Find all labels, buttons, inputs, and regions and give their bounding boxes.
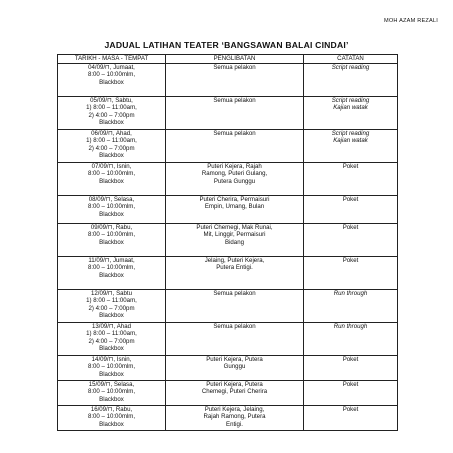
cell-involvement <box>166 257 304 290</box>
cell-notes-line: Poket <box>342 196 359 203</box>
cell-notes <box>304 406 398 431</box>
cell-involvement <box>166 323 304 356</box>
table-row <box>58 323 398 356</box>
cell-date-time-place-line: 06/09/⊓, Ahad, <box>91 130 132 137</box>
cell-notes <box>304 290 398 323</box>
cell-notes <box>304 224 398 257</box>
cell-involvement-line: Semua pelakon <box>213 130 256 137</box>
cell-notes-line: Poket <box>342 356 359 363</box>
cell-involvement-line: Mit, Linggir, Permaisuri <box>203 231 266 239</box>
author-name: MOH AZAM REZALI <box>384 18 438 24</box>
schedule-table <box>57 54 398 431</box>
table-row <box>58 97 398 130</box>
cell-date-time-place-line: 8:00 – 10:00mlm, <box>87 264 136 272</box>
cell-involvement <box>166 290 304 323</box>
table-header-row <box>58 55 398 64</box>
cell-involvement <box>166 381 304 406</box>
table-row <box>58 290 398 323</box>
cell-date-time-place-line: Blackbox <box>99 344 124 352</box>
cell-date-time-place-line: 2) 4:00 – 7:00pm <box>88 337 135 345</box>
cell-date-time-place <box>58 163 166 196</box>
table-row <box>58 224 398 257</box>
cell-notes <box>304 196 398 224</box>
cell-involvement-line: Bidang <box>225 238 244 246</box>
cell-date-time-place-line: 8:00 – 10:00mlm, <box>87 71 136 79</box>
cell-involvement-line: Chemegi, Puteri Cherira <box>201 388 268 396</box>
cell-date-time-place <box>58 290 166 323</box>
cell-involvement-line: Puteri Cherira, Permaisuri <box>199 196 270 203</box>
cell-notes-line: Poket <box>342 224 359 231</box>
cell-date-time-place-line: 8:00 – 10:00mlm, <box>87 231 136 239</box>
cell-date-time-place <box>58 381 166 406</box>
cell-date-time-place-line: Blackbox <box>99 118 124 126</box>
cell-notes-line: Script reading <box>331 97 370 104</box>
header-date-time-place: TARIKH - MASA - TEMPAT <box>58 55 166 64</box>
cell-notes <box>304 257 398 290</box>
cell-notes <box>304 64 398 97</box>
table-row <box>58 196 398 224</box>
cell-notes <box>304 356 398 381</box>
cell-notes-line: Poket <box>342 381 359 388</box>
table-row <box>58 406 398 431</box>
cell-date-time-place-line: 07/09/⊓, Isnin, <box>91 163 132 170</box>
cell-date-time-place <box>58 406 166 431</box>
cell-notes-line: Poket <box>342 163 359 170</box>
cell-date-time-place-line: 1) 8:00 – 11:00am, <box>86 297 137 305</box>
cell-involvement-line: Semua pelakon <box>213 323 256 330</box>
cell-date-time-place-line: Blackbox <box>99 78 124 86</box>
table-row <box>58 381 398 406</box>
header-notes: CATATAN <box>304 55 398 64</box>
cell-notes <box>304 130 398 163</box>
cell-notes-line: Kajian watak <box>333 104 368 112</box>
cell-date-time-place-line: 05/09/⊓, Sabtu, <box>90 97 133 104</box>
cell-date-time-place-line: 11/09/⊓, Jumaat, <box>88 257 135 264</box>
cell-involvement <box>166 163 304 196</box>
cell-date-time-place-line: 15/09/⊓, Selasa, <box>88 381 135 388</box>
cell-date-time-place-line: 8:00 – 10:00mlm, <box>87 170 136 178</box>
cell-date-time-place <box>58 196 166 224</box>
cell-date-time-place-line: Blackbox <box>99 420 124 428</box>
cell-involvement <box>166 406 304 431</box>
cell-notes <box>304 323 398 356</box>
cell-involvement-line: Semua pelakon <box>213 290 256 297</box>
cell-involvement-line: Puteri Kejera, Putera <box>206 356 263 363</box>
cell-notes-line: Poket <box>342 406 359 413</box>
cell-date-time-place <box>58 257 166 290</box>
cell-date-time-place-line: 2) 4:00 – 7:00pm <box>88 304 135 312</box>
cell-involvement-line: Rajah Ramong, Putera <box>203 413 266 421</box>
cell-date-time-place-line: Blackbox <box>99 311 124 319</box>
cell-date-time-place-line: 08/09/⊓, Selasa, <box>88 196 135 203</box>
cell-date-time-place-line: 1) 8:00 – 11:00am, <box>86 104 137 112</box>
cell-involvement-line: Gunggu <box>223 363 246 371</box>
cell-involvement <box>166 64 304 97</box>
cell-date-time-place <box>58 64 166 97</box>
cell-involvement-line: Putera Entigi. <box>216 264 253 272</box>
table-row <box>58 257 398 290</box>
cell-date-time-place-line: 09/09/⊓, Rabu, <box>90 224 133 231</box>
cell-involvement-line: Entigi. <box>226 420 243 428</box>
cell-involvement-line: Jelaing, Puteri Kejera, <box>204 257 265 264</box>
cell-date-time-place-line: Blackbox <box>99 395 124 403</box>
cell-date-time-place <box>58 130 166 163</box>
cell-date-time-place-line: 14/09/⊓, Isnin, <box>91 356 132 363</box>
cell-notes-line: Poket <box>342 257 359 264</box>
cell-date-time-place-line: 8:00 – 10:00mlm, <box>87 363 136 371</box>
cell-date-time-place-line: Blackbox <box>99 177 124 185</box>
cell-notes-line: Run through <box>333 290 368 297</box>
cell-involvement <box>166 97 304 130</box>
table-row <box>58 130 398 163</box>
cell-notes-line: Kajian watak <box>333 137 368 145</box>
cell-date-time-place-line: 2) 4:00 – 7:00pm <box>88 111 135 119</box>
cell-date-time-place <box>58 224 166 257</box>
cell-date-time-place-line: 12/09/⊓, Sabtu <box>90 290 132 297</box>
cell-date-time-place-line: 1) 8:00 – 11:00am, <box>86 137 137 145</box>
cell-involvement-line: Semua pelakon <box>213 64 256 71</box>
cell-involvement-line: Putera Gunggu <box>213 177 256 185</box>
cell-involvement-line: Ramong, Puteri Gulang, <box>201 170 268 178</box>
cell-involvement <box>166 130 304 163</box>
cell-involvement-line: Empin, Umang, Bulan <box>204 203 265 211</box>
table-row <box>58 64 398 97</box>
cell-involvement-line: Puteri Kejera, Rajah <box>207 163 262 170</box>
cell-notes <box>304 163 398 196</box>
cell-date-time-place-line: Blackbox <box>99 151 124 159</box>
cell-notes-line: Script reading <box>331 64 370 71</box>
cell-date-time-place-line: 8:00 – 10:00mlm, <box>87 388 136 396</box>
schedule-rows <box>58 64 398 431</box>
cell-involvement-line: Puteri Chemegi, Mak Runai, <box>196 224 273 231</box>
cell-date-time-place-line: 1) 8:00 – 11:00am, <box>86 330 137 338</box>
cell-date-time-place-line: 13/09/⊓, Ahad <box>92 323 131 330</box>
cell-date-time-place-line: 8:00 – 10:00mlm, <box>87 413 136 421</box>
cell-involvement <box>166 196 304 224</box>
cell-date-time-place-line: Blackbox <box>99 210 124 218</box>
cell-notes <box>304 97 398 130</box>
cell-notes <box>304 381 398 406</box>
cell-date-time-place-line: 16/09/⊓, Rabu, <box>90 406 133 413</box>
cell-notes-line: Script reading <box>331 130 370 137</box>
cell-date-time-place <box>58 356 166 381</box>
cell-date-time-place-line: Blackbox <box>99 271 124 279</box>
cell-date-time-place <box>58 97 166 130</box>
cell-date-time-place-line: Blackbox <box>99 238 124 246</box>
cell-involvement <box>166 356 304 381</box>
cell-involvement-line: Puteri Kejera, Putera <box>206 381 263 388</box>
cell-date-time-place <box>58 323 166 356</box>
table-row <box>58 163 398 196</box>
cell-date-time-place-line: 2) 4:00 – 7:00pm <box>88 144 135 152</box>
document-title: JADUAL LATIHAN TEATER ‘BANGSAWAN BALAI CINDAI’ <box>104 40 349 50</box>
table-row <box>58 356 398 381</box>
cell-notes-line: Run through <box>333 323 368 330</box>
cell-involvement-line: Puteri Kejera, Jelaing, <box>204 406 265 413</box>
cell-date-time-place-line: 04/09/⊓, Jumaat, <box>88 64 135 71</box>
header-involvement: PENGLIBATAN <box>166 55 304 64</box>
cell-involvement <box>166 224 304 257</box>
cell-involvement-line: Semua pelakon <box>213 97 256 104</box>
cell-date-time-place-line: 8:00 – 10:00mlm, <box>87 203 136 211</box>
cell-date-time-place-line: Blackbox <box>99 370 124 378</box>
